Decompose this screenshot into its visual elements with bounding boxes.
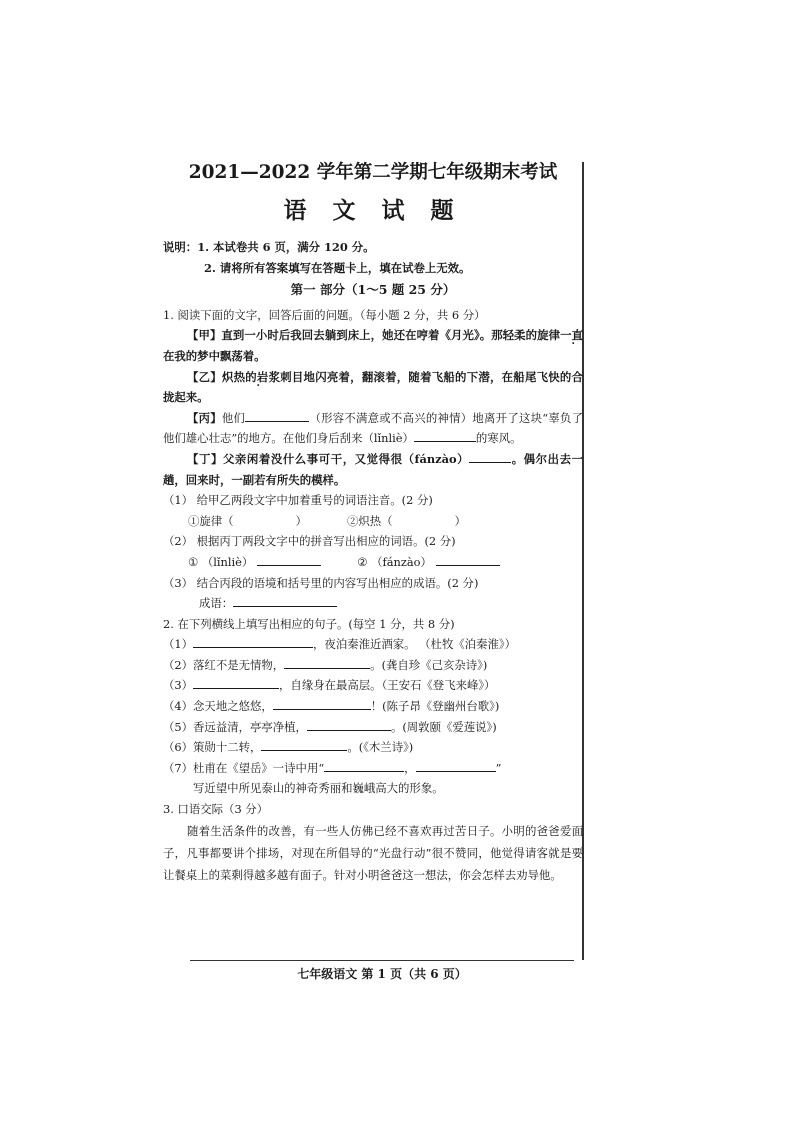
paren: ）: [295, 513, 307, 528]
instructions-label: 说明：: [163, 240, 198, 254]
passage-text: 的寒风。: [475, 431, 522, 446]
sub-item: ② （fánzào）: [357, 554, 432, 569]
item-number: （1）: [163, 637, 194, 652]
q1-sub3: （3） 结合丙段的语境和括号里的内容写出相应的成语。(2 分): [163, 575, 479, 590]
answer-blank[interactable]: [414, 428, 476, 442]
exam-page: [163, 162, 583, 886]
answer-blank[interactable]: [193, 634, 313, 648]
answer-blank[interactable]: [469, 449, 511, 463]
q3-prompt: 3. 口语交际（3 分）: [163, 802, 269, 817]
answer-blank[interactable]: [284, 655, 370, 669]
item-text: 杜甫在《望岳》一诗中用“: [193, 760, 325, 775]
answer-blank[interactable]: [273, 696, 371, 710]
item-text: ，自缘身在最高层。（王安石《登飞来峰》）: [279, 678, 496, 693]
passage-text: 直到一小时后我回去躺到床上，她还在哼着《月光》。那轻柔的: [221, 328, 538, 343]
emphasized-word: 旋律 .: [537, 328, 560, 342]
item-text: ！(陈子昂《登幽州台歌》): [370, 699, 500, 714]
passage-label: 【丁】: [187, 451, 223, 466]
paren: ）: [454, 513, 466, 528]
footer-line: [190, 960, 574, 961]
q1-passage-jia: [163, 325, 583, 366]
instruction-item-2: 2. 请将所有答案填写在答题卡上，填在试卷上无效。: [204, 260, 471, 275]
instruction-item-1: 1. 本试卷共 6 页，满分 120 分。: [197, 240, 375, 254]
passage-text: （形容不满意或不高兴的神情）地离开了这块“辜负了他们雄心壮志”的地方。在他们身后刮来（lǐnliè）: [163, 410, 583, 446]
sub-item: 成语：: [199, 596, 234, 611]
passage-text: 父亲闲着没什么事可干，又觉得很（fánzào）: [222, 451, 470, 466]
part-heading: 第一 部分（1～5 题 25 分）: [290, 282, 456, 298]
answer-blank[interactable]: [436, 552, 500, 566]
answer-blank[interactable]: [193, 675, 279, 689]
q2-items: [163, 634, 583, 758]
q1-prompt: 1. 阅读下面的文字，回答后面的问题。（每小题 2 分，共 6 分）: [163, 307, 486, 322]
instruction-item-2-row: [163, 258, 583, 279]
page-footer: 七年级语文 第 1 页（共 6 页）: [297, 967, 467, 981]
q2-item: [163, 655, 583, 676]
q1-sub3-answer: [163, 593, 583, 614]
q2-item: [163, 737, 583, 758]
q1-sub2: （2） 根据丙丁两段文字中的拼音写出相应的词语。(2 分): [163, 534, 456, 549]
passage-label: 【丙】: [187, 410, 222, 425]
passage-text: 的岩浆刺目地闪亮着，翻滚着，随着飞船的下潜，在船尾飞快的合拢起来。: [163, 369, 583, 405]
exam-subtitle: 语 文 试 题: [283, 197, 463, 224]
item-text: 。(周敦颐《爱莲说》): [390, 719, 497, 734]
q3-text: 随着生活条件的改善，有一些人仿佛已经不喜欢再过苦日子。小明的爸爸爱面子，凡事都要讲个排场，对现在所倡导的“光盘行动”很不赞同，他觉得请客就是要让餐桌上的菜剩得越多越有面子。针对小明爸爸这一想法，你会怎样去劝导他。: [163, 823, 583, 882]
item-number: （3）: [163, 678, 194, 693]
item-number: （5）: [163, 719, 194, 734]
answer-blank[interactable]: [261, 737, 347, 751]
passage-text: 他们: [221, 410, 246, 425]
q2-item: [163, 696, 583, 717]
q1-passage-bing: [163, 408, 583, 449]
passage-text: 一直在我的梦中飘荡着。: [163, 328, 583, 363]
passage-label: 【乙】: [187, 369, 222, 384]
q2-item-7-line2: 写近望中所见泰山的神奇秀丽和巍峨高大的形象。: [193, 781, 444, 796]
sub-item: ①旋律（: [188, 513, 234, 528]
q1-sub2-answers: [163, 552, 583, 573]
q2-item: [163, 717, 583, 738]
q1-sub1: （1） 给甲乙两段文字中加着重号的词语注音。(2 分): [163, 493, 433, 508]
passage-text: 。偶尔出去一趟，回来时，一副若有所失的模样。: [163, 451, 583, 487]
answer-blank[interactable]: [324, 758, 404, 772]
answer-blank[interactable]: [245, 408, 309, 422]
item-text: ，夜泊秦淮近酒家。 （杜牧《泊秦淮》）: [313, 637, 516, 652]
q2-item-7: [163, 758, 583, 779]
answer-blank[interactable]: [257, 552, 321, 566]
answer-blank[interactable]: [307, 717, 391, 731]
item-text: ，: [404, 760, 416, 775]
item-text: 策勋十二转，: [193, 740, 262, 755]
answer-blank[interactable]: [416, 758, 496, 772]
item-text: 香远益清，亭亭净植，: [193, 719, 307, 734]
item-number: （2）: [163, 657, 194, 672]
item-text: 。(龚自珍《己亥杂诗》): [370, 657, 488, 672]
passage-label: 【甲】: [187, 328, 222, 343]
q2-item: [163, 675, 583, 696]
item-text: 。(《木兰诗》): [347, 740, 414, 755]
item-number: （4）: [163, 699, 194, 714]
item-number: （6）: [163, 740, 194, 755]
item-text: 落红不是无情物，: [193, 657, 285, 672]
item-text: 念天地之悠悠，: [193, 699, 273, 714]
item-text: ”: [495, 760, 502, 775]
sub-item: ① （lǐnliè）: [188, 554, 254, 569]
instructions: [163, 237, 583, 258]
item-number: （7）: [163, 760, 194, 775]
q2-prompt: 2. 在下列横线上填写出相应的句子。(每空 1 分，共 8 分): [163, 616, 455, 631]
sub-item: ②炽热（: [346, 513, 393, 528]
q1-passage-ding: [163, 449, 583, 490]
q2-item: [163, 634, 583, 655]
exam-title: 2021—2022 学年第二学期七年级期末考试: [188, 162, 558, 183]
q1-sub1-answers: [163, 511, 583, 532]
emphasized-word: 炽热 .: [222, 370, 245, 384]
answer-blank[interactable]: [233, 593, 337, 607]
q1-passage-yi: [163, 367, 583, 408]
